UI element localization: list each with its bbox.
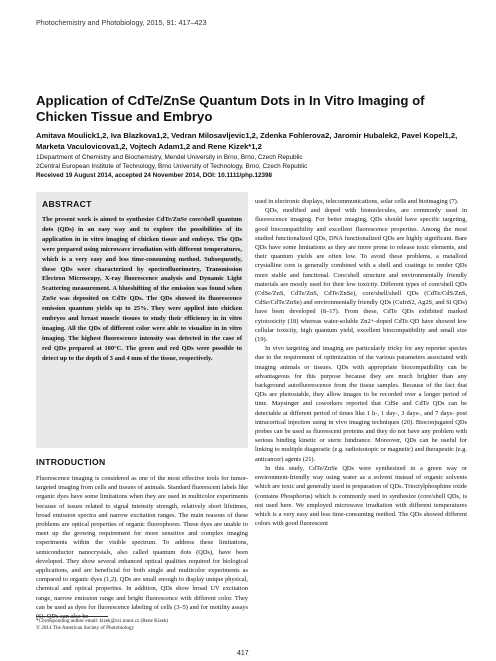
- introduction-heading: INTRODUCTION: [36, 457, 106, 467]
- affiliation-1: 1Department of Chemistry and Biochemistry, Mendel University in Brno, Brno, Czech Republic: [36, 154, 303, 161]
- copyright-note: © 2014 The American Society of Photobiology: [36, 625, 135, 631]
- received-dates: Received 19 August 2014, accepted 24 November 2014, DOI: 10.1111/php.12398: [36, 172, 273, 179]
- affiliation-2: 2Central European Institute of Technology, Brno University of Technology, Brno, Czech Republic: [36, 163, 308, 170]
- author-list: Amitava Moulick1,2, Iva Blazkova1,2, Vedran Milosavljevic1,2, Zdenka Fohlerova2, Jaromir Hubalek2, Pavel Kopel1,2, Marketa Vaculovicova1,2, Vojtech Adam1,2 and Rene Kizek*1,2: [36, 131, 458, 151]
- right-column: [255, 197, 467, 528]
- journal-citation: Photochemistry and Photobiology, 2015, 91: 417–423: [36, 18, 207, 27]
- article-title: Application of CdTe/ZnSe Quantum Dots in In Vitro Imaging of Chicken Tissue and Embryo: [36, 93, 425, 124]
- corresponding-author-note: *Corresponding author email: kizek@sci.muni.cz (Rene Kizek): [36, 618, 169, 624]
- paragraph-continued: used in electronic displays, telecommunications, solar cells and bioimaging (7).: [255, 198, 459, 205]
- abstract-text: The present work is aimed to synthesize CdTe/ZnSe core/shell quantum dots (QDs) in an easy way and to explore the possibilities of its application in in vitro imaging of chicken tissue and embryo. The QDs were prepared using microwave irradiation with different temperatures, which is a very easy and less time-consuming method. Subsequently, these QDs were characterized by spectrofluorimetry, Transmission Electron Microscopy, X-ray fluorescence analysis and Dynamic Light Scattering measurement. A blueshifting of the emission was found when ZnSe was deposited on CdTe QDs. The QDs showed its fluorescence emission quantum yields up to 25%. They were applied into chicken embryos and breast muscle tissues to study their efficiency in in vitro imaging. All the QDs of different color were able to visualize in in vitro imaging. The highest fluorescence intensity was detected in the case of red QDs prepared at 100°C. The green and red QDs were possible to detect up to the depth of 3 and 4 mm of the tissue, respectively.: [42, 216, 242, 362]
- abstract-heading: ABSTRACT: [42, 199, 92, 209]
- page-number: 417: [237, 650, 249, 657]
- footnote: [36, 618, 248, 632]
- affiliations: [36, 153, 466, 171]
- paragraph-in-vivo: In vivo targeting and imaging are particularly tricky for any reporter species due to the requirement of optimization of the various parameters associated with imaging animals or tissues. QDs with appropriate biocompatibility can be advantageous for this purpose because they are much brighter than any background autofluorescence from the tissue samples. Because of the fact that QDs are photostable, they allow images to be recorded over a longer period of time. Maysinger and coworkers reported that CdSe and CdTe QDs can be detectable at different period of times like 1 h-, 1 day-, 3 days-, and 7 days- post intracortical injection using in vivo imaging techniques (20). Bioconjugated QDs probes can be used as fluorescent proteins and they do not have any problem with serious binding kinetic or steric hindrance. Moreover, QDs can be useful for linking to multiple diagnostic (e.g. radioisotopic or magnetic) and therapeutic (e.g. anticancer) agents (21).: [255, 345, 467, 463]
- paragraph-this-study: In this study, CdTe/ZnSe QDs were synthesized in a green way or environment-friendly way using water as a solvent instead of organic solvents which are toxic and generally used in preparation of QDs. Trioctylphosphine oxide (contains Phosphorus) which is commonly used to synthesize (core/shell QDs, is not used here. We employed microwave irradiation with different temperatures which is a very easy and less time-consuming method. The QDs showed different colors with good fluorescent: [255, 464, 467, 528]
- paragraph-qd-modification: QDs, modified and doped with biomolecules, are commonly used in fluorescence imaging. For better imaging, QDs should have specific targeting, good biocompatibility and excellent fluorescence properties. Among the most studied functionalized QDs, DNA functionalized QDs are highly significant. Bare QDs have some limitations as they are more prone to release toxic elements, and their quantum yields are often low. To avoid these problems, a metalloid crystalline core is generally combined with a shell and coatings to render QDs more stable and functional. Core/shell structure and environmentally friendly materials are mostly used for their low toxicity. Different types of core/shell QDs (CdSe/ZnS, CdTe/ZnS, CdTe/ZnSe), core/shell/shell QDs (CdTe/CdS/ZnS, CdSe/CdTe/ZnSe) and environmentally friendly QDs (CuInS2, Ag2S, and Si QDs) have been developed (8–17). From these, CdTe QDs exhibited marked cytotoxicity (18) whereas water-soluble Zn2+-doped CdTe QD have showed low cellular toxicity, high quantum yield, excellent biocompatibility and small size (19).: [255, 207, 467, 344]
- footnote-divider: [36, 616, 108, 617]
- introduction-text: Fluorescence imaging is considered as one of the most effective tools for tumor-targeted imaging from cells and tissues of animals. Standard fluorescent labels like organic dyes have some limitations when they are used in multicolor experiments because of issues related to signal intensity strength, relatively short lifetimes, broad emission spectra and narrow excitation ranges. The main reasons of these problems are optical properties of organic fluorophores. These dyes are unable to meet up the growing requirement for more sensitive and complex imaging experiments within the visible spectrum. To address these limitations, semiconductor nanocrystals, also called quantum dots (QDs), have been developed. They show several enhanced optical qualities required for biological applications, and are beneficial for both single and multicolor experiments as compared to organic dyes (1,2). QDs are small enough to display unique physical, chemical and optical properties. In addition, QDs show broad UV excitation range, narrow emission range and bright fluorescence with different color. They can be used as dyes for fluorescence labeling of cells (3–5) and for motility assays (6). QDs can also be: [36, 475, 248, 621]
